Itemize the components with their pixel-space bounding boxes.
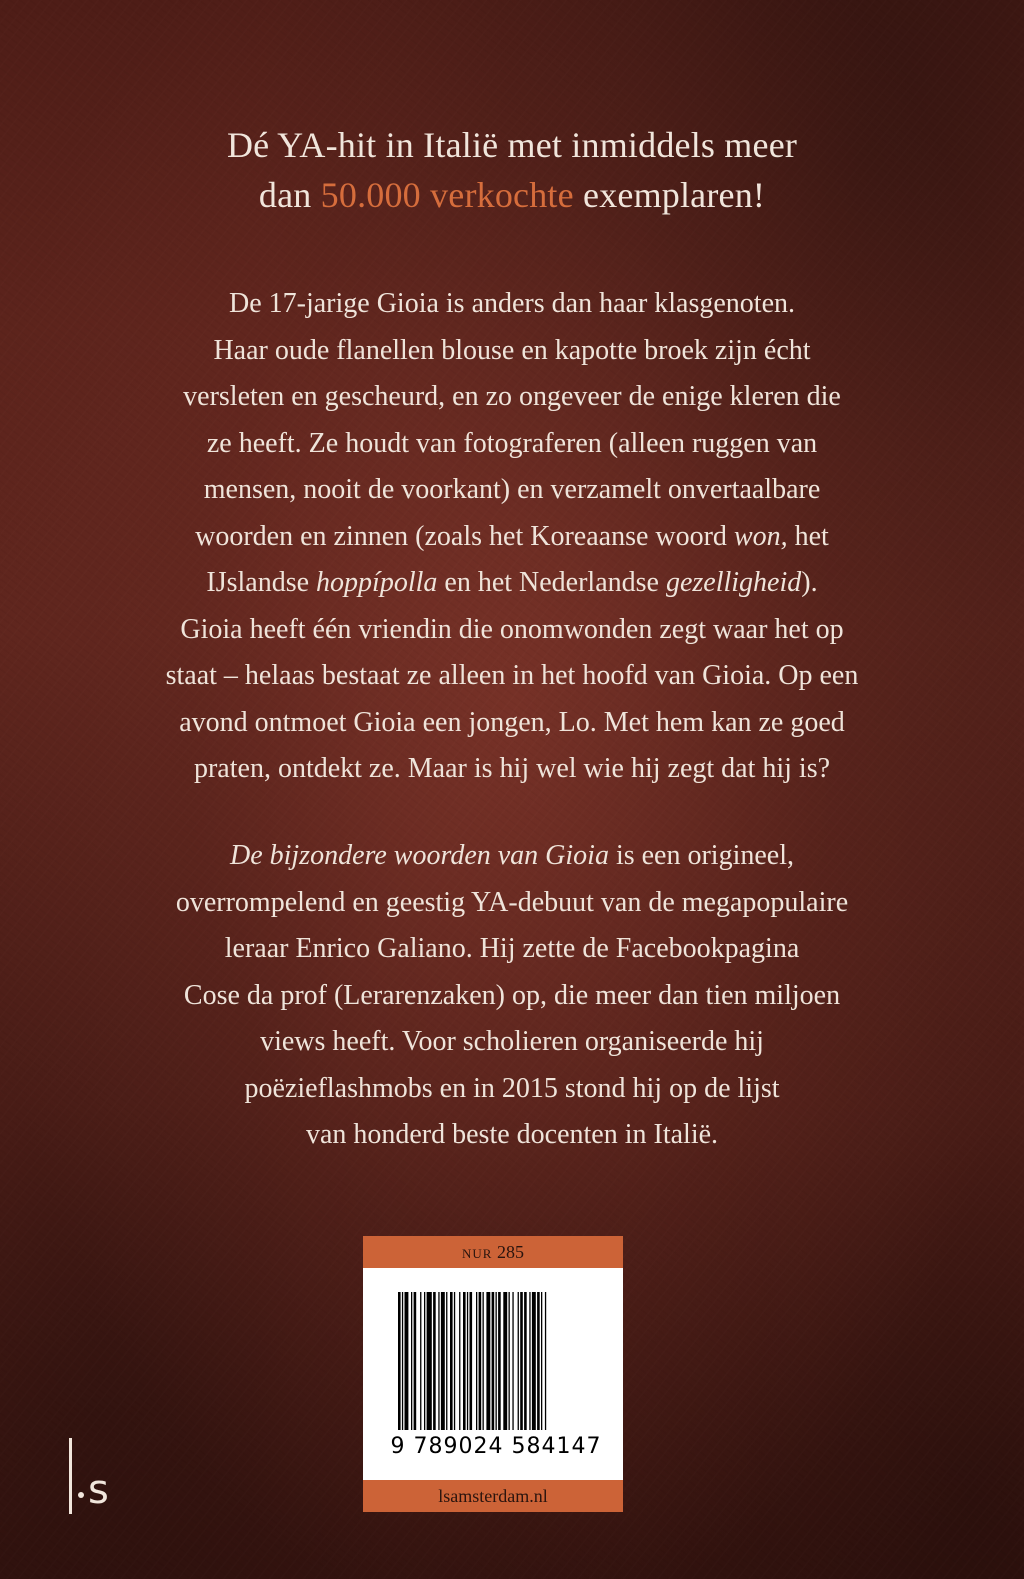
synopsis-italic: won, [733,520,788,552]
author-paragraph [0,833,1024,1159]
synopsis-line [0,560,1024,607]
barcode-bar [529,1292,530,1430]
synopsis-line: mensen, nooit de voorkant) en verzamelt onvertaalbare [203,474,821,505]
barcode-bar [438,1292,439,1430]
barcode-icon [398,1292,588,1430]
tagline [0,120,1024,220]
synopsis-line: praten, ontdekt ze. Maar is hij wel wie hij zegt dat hij is? [193,753,831,784]
barcode-bar [503,1292,507,1430]
barcode-bar [483,1292,484,1430]
author-line [0,833,1024,880]
logo-letter: s [88,1467,109,1513]
author-line: Cose da prof (Lerarenzaken) op, die meer dan tien miljoen [183,979,841,1011]
barcode-box [363,1236,623,1512]
synopsis-italic: hoppípolla [316,567,438,598]
logo-bar [69,1438,72,1514]
synopsis-line: staat – helaas bestaat ze alleen in het hoofd van Gioia. Op een [165,660,859,691]
tagline-line-2 [0,170,1024,220]
synopsis-text: woorden en zinnen (zoals het Koreaanse woord [195,520,734,552]
nur-value: 285 [496,1242,524,1262]
barcode-bar [450,1292,453,1430]
book-title-italic: De bijzondere woorden van Gioia [229,840,609,871]
synopsis-text: het [787,520,829,552]
author-text: is een origineel, [608,840,795,871]
synopsis-line: Gioia heeft één vriendin die onomwonden zegt waar het op [180,613,844,645]
author-line: overrompelend en geestig YA-debuut van de megapopulaire [175,886,849,918]
barcode-bar [509,1292,510,1430]
barcode-bar [441,1292,445,1430]
barcode-bar [524,1292,527,1430]
synopsis-text: ). [801,567,818,598]
synopsis-paragraph [0,281,1024,793]
synopsis-line: De 17-jarige Gioia is anders dan haar klasgenoten. [228,288,795,319]
nur-label: NUR [462,1246,493,1261]
synopsis-line: versleten en gescheurd, en zo ongeveer de enige kleren die [183,381,841,412]
synopsis-text: en het Nederlandse [437,567,666,598]
author-line: van honderd beste docenten in Italië. [305,1119,719,1150]
barcode-bar [454,1292,455,1430]
tagline-post: exemplaren! [573,175,766,215]
barcode-bar [520,1292,523,1430]
tagline-pre: dan [258,175,321,215]
barcode-bar [512,1292,513,1430]
barcode-bar [498,1292,501,1430]
barcode-bar [479,1292,482,1430]
synopsis-line: Haar oude flanellen blouse en kapotte broek zijn écht [213,334,811,366]
barcode-bar [492,1292,495,1430]
tagline-line-1: Dé YA-hit in Italië met inmiddels meer [226,125,798,165]
barcode-bar [402,1292,403,1430]
barcode-bar [541,1292,542,1430]
barcode-bar [411,1292,412,1430]
publisher-logo [66,1438,136,1518]
barcode-bar [420,1292,421,1430]
logo-dot [78,1492,84,1498]
barcode-bar [459,1292,460,1430]
synopsis-line: ze heeft. Ze houdt van fotograferen (alleen ruggen van [206,427,818,459]
isbn-number: 9 789024 584147 [390,1434,602,1459]
barcode-bar [518,1292,519,1430]
barcode-bar [446,1292,447,1430]
barcode-bar [470,1292,473,1430]
barcode-bar [545,1292,546,1430]
barcode-bar [476,1292,477,1430]
author-line: views heeft. Voor scholieren organiseerde hij [260,1026,764,1057]
synopsis-text: IJslandse [206,567,317,598]
barcode-bar [467,1292,468,1430]
synopsis-line [0,514,1024,561]
author-line: poëzieflashmobs en in 2015 stond hij op de lijst [244,1072,780,1104]
barcode-bar [496,1292,497,1430]
barcode-bar [398,1292,401,1430]
author-line: leraar Enrico Galiano. Hij zette de Facebookpagina [224,933,800,964]
barcode-bar [405,1292,409,1430]
publisher-website: lsamsterdam.nl [363,1480,623,1512]
barcode-bar [414,1292,417,1430]
synopsis-line: avond ontmoet Gioia een jongen, Lo. Met hem kan ze goed [179,706,845,738]
synopsis-italic: gezelligheid [665,567,802,598]
barcode-bar [424,1292,425,1430]
barcode-bar [532,1292,536,1430]
sales-highlight: 50.000 verkochte [320,175,574,215]
barcode-bar [463,1292,466,1430]
barcode-bar [427,1292,432,1430]
barcode-bar [486,1292,490,1430]
barcode-bar [433,1292,436,1430]
nur-strip [363,1236,623,1268]
barcode-bar [537,1292,540,1430]
